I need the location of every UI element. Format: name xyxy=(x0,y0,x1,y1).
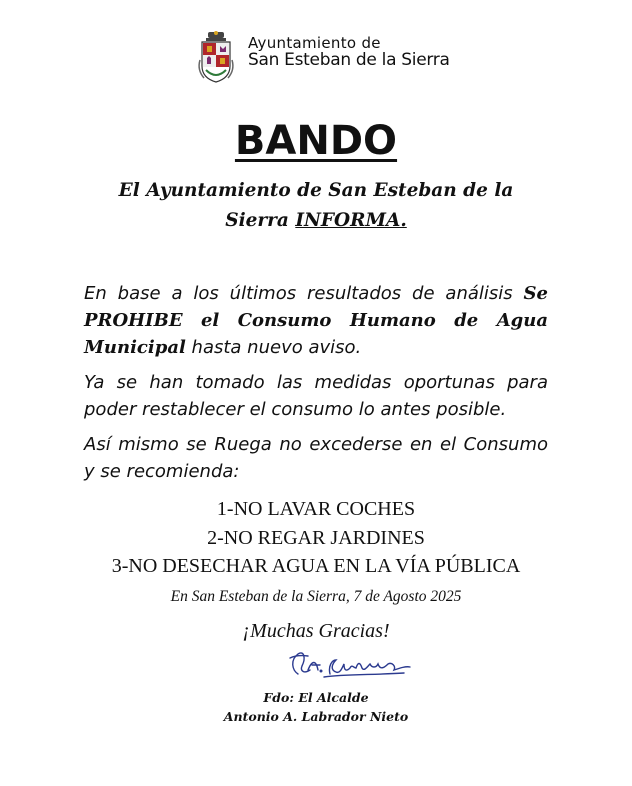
letterhead xyxy=(196,30,496,86)
list-item: 1-NO LAVAR COCHES xyxy=(216,498,416,520)
coat-of-arms-icon xyxy=(196,30,236,84)
page-title: BANDO xyxy=(234,118,398,164)
p1-tail: hasta nuevo aviso. xyxy=(185,337,362,358)
recommendation-list xyxy=(0,495,632,581)
date-line: En San Esteban de la Sierra, 7 de Agosto 2025 xyxy=(170,588,462,605)
org-line-2: San Esteban de la Sierra xyxy=(248,49,450,70)
list-item: 3-NO DESECHAR AGUA EN LA VÍA PÚBLICA xyxy=(111,555,521,577)
intro-text: El Ayuntamiento de San Esteban de la Sierra xyxy=(118,180,514,231)
list-item: 2-NO REGAR JARDINES xyxy=(207,526,425,549)
p1-lead: En base a los últimos resultados de análisis xyxy=(84,283,524,304)
municipality-name xyxy=(248,36,450,70)
paragraph-prohibition xyxy=(84,280,548,361)
intro-heading xyxy=(100,176,532,236)
p1-prohibition: Se PROHIBE el Consumo Humano de Agua Municipal xyxy=(84,283,548,358)
paragraph-measures: Ya se han tomado las medidas oportunas para poder restablecer el consumo lo antes posible. xyxy=(84,372,548,420)
thanks-line: ¡Muchas Gracias! xyxy=(242,620,390,642)
signature-image xyxy=(284,644,414,684)
paragraph-request: Así mismo se Ruega no excederse en el Consumo y se recomienda: xyxy=(84,434,548,482)
org-line-1: Ayuntamiento de xyxy=(248,34,381,52)
signer-title: Fdo: El Alcalde xyxy=(263,690,369,705)
intro-emphasis: INFORMA. xyxy=(295,210,407,231)
signer-name: Antonio A. Labrador Nieto xyxy=(223,709,409,724)
signer-block xyxy=(0,688,632,726)
